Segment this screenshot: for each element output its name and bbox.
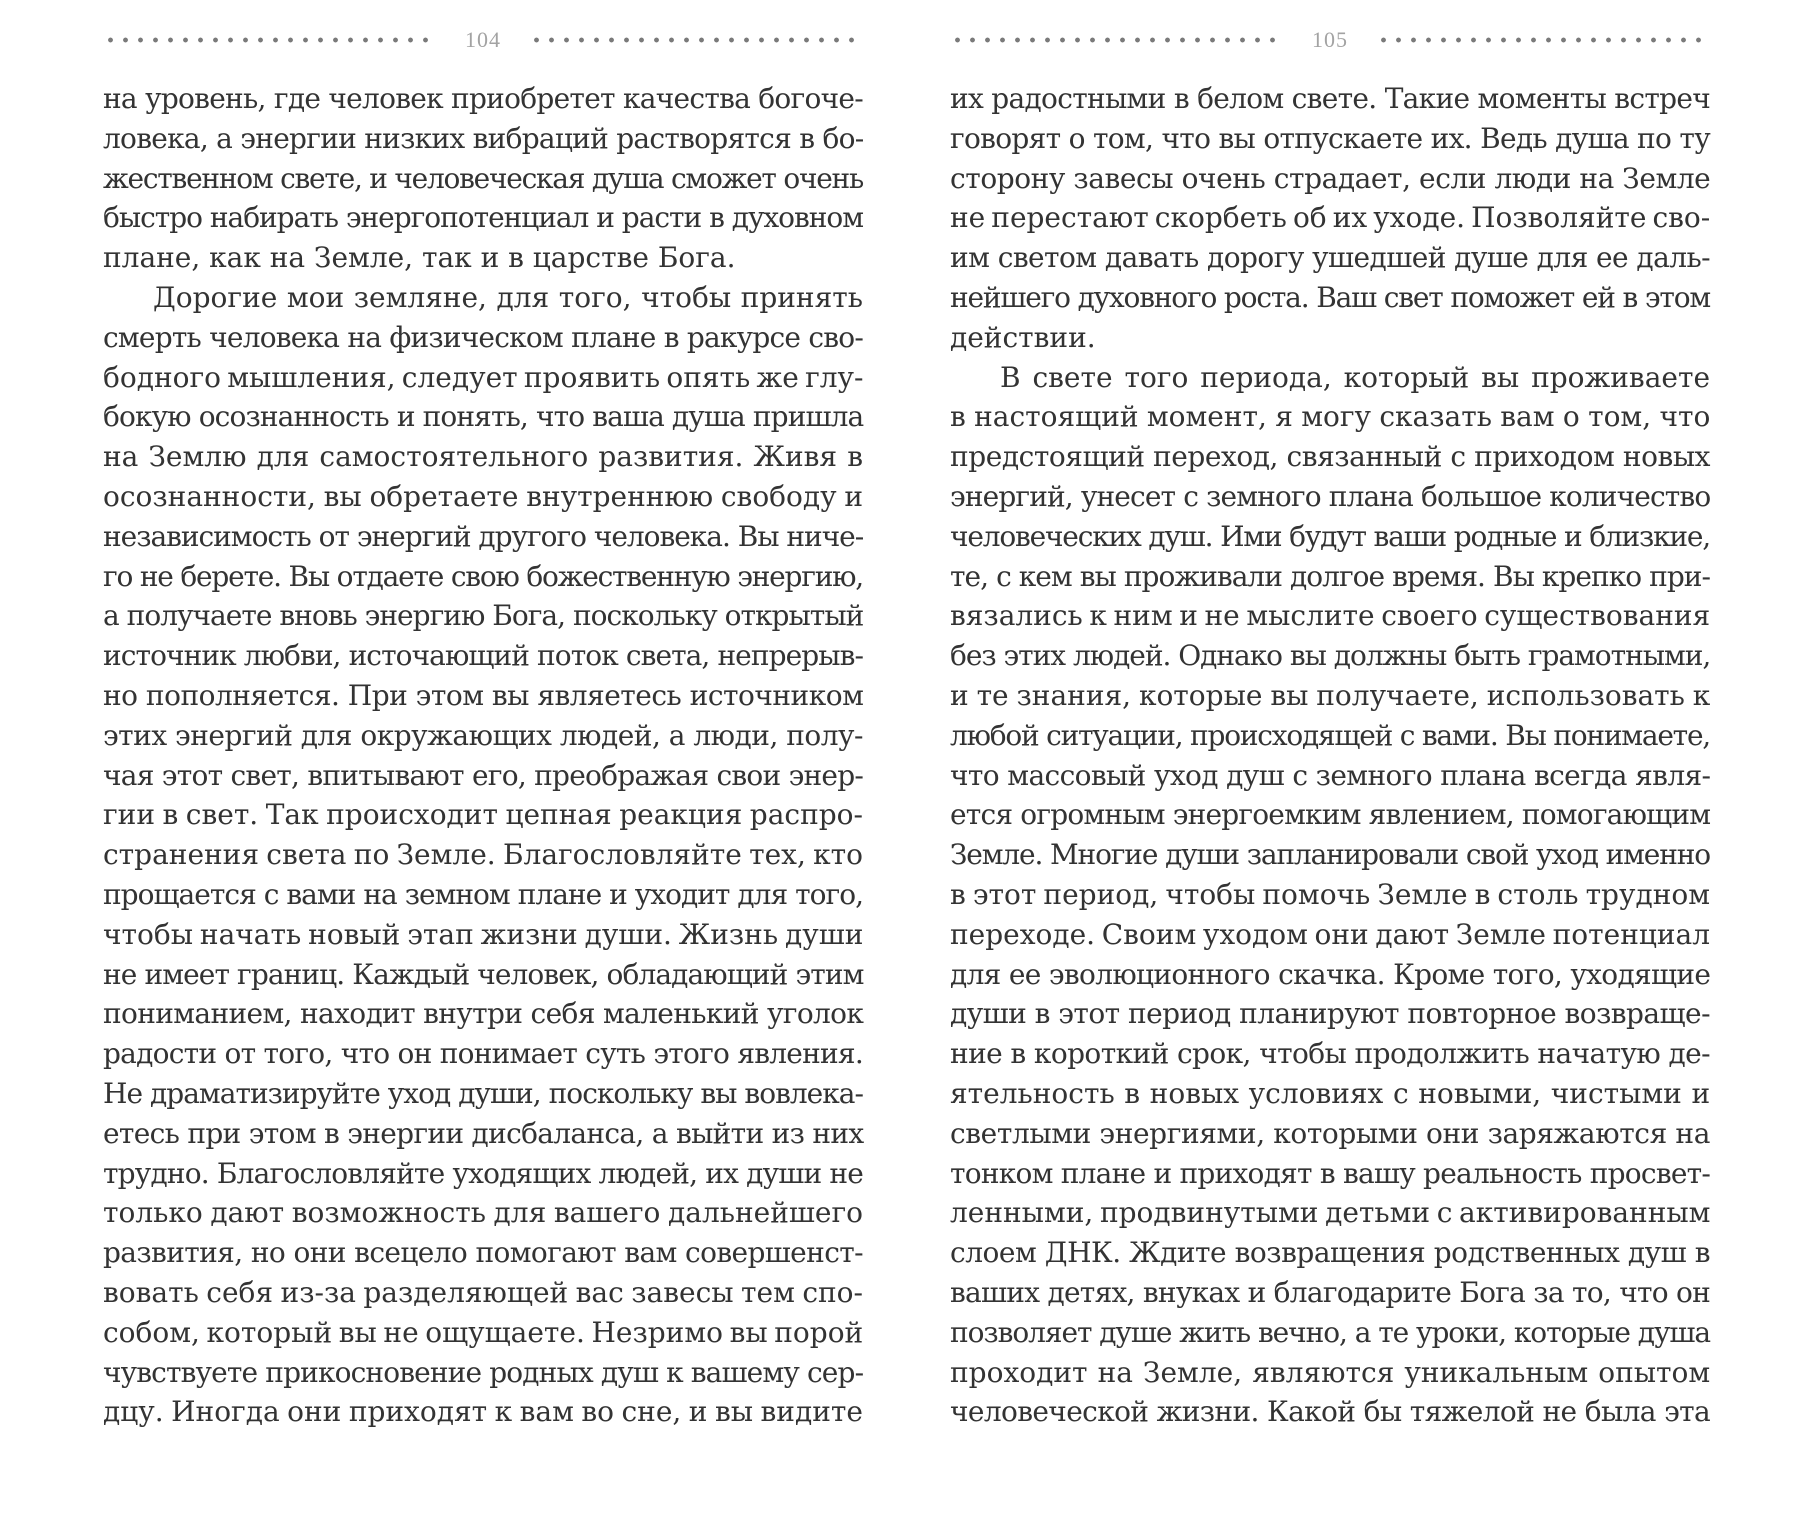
text-line: переходе. Своим уходом они дают Земле потенциал (950, 917, 1710, 951)
text-line: действии. (950, 320, 1096, 354)
header-dot-leader-left (103, 36, 437, 44)
header-dot-leader-left (950, 36, 1284, 44)
text-line: развития, но они всецело помогают вам совершенст- (103, 1236, 863, 1270)
text-line: но пополняется. При этом вы являетесь источником (103, 678, 864, 712)
text-line: предстоящий переход, связанный с приходом новых (950, 440, 1710, 474)
right-page-text (950, 79, 1710, 1432)
text-line: человеческих душ. Ими будут ваши родные и близкие, (950, 519, 1710, 553)
text-line: тонком плане и приходят в вашу реальность просвет- (950, 1156, 1711, 1190)
text-line: смерть человека на физическом плане в ракурсе сво- (103, 320, 863, 354)
text-line: Не драматизируйте уход души, поскольку вы вовлека- (103, 1076, 863, 1110)
text-line: энергий, унесет с земного плана большое количество (950, 479, 1711, 513)
right-page-number: 105 (1312, 27, 1348, 52)
text-line: в настоящий момент, я могу сказать вам о том, что (950, 400, 1711, 434)
text-line: бодного мышления, следует проявить опять же глу- (103, 360, 864, 394)
text-line: вовать себя из-за разделяющей вас завесы тем спо- (103, 1275, 863, 1309)
text-line: светлыми энергиями, которыми они заряжаются на (950, 1116, 1710, 1150)
text-line: етесь при этом в энергии дисбаланса, а выйти из них (103, 1116, 864, 1150)
text-line: дцу. Иногда они приходят к вам во сне, и вы видите (103, 1395, 863, 1429)
text-line: ятельность в новых условиях с новыми, чистыми и (950, 1076, 1711, 1110)
text-line: позволяет душе жить вечно, а те уроки, которые душа (950, 1315, 1710, 1349)
text-line: собом, который вы не ощущаете. Незримо вы порой (103, 1315, 864, 1349)
text-line: Дорогие мои земляне, для того, чтобы принять (153, 280, 863, 314)
paragraph (103, 79, 863, 278)
paragraph (950, 79, 1710, 358)
text-line: чтобы начать новый этап жизни души. Жизнь души (103, 917, 864, 951)
left-page-text (103, 79, 863, 1432)
text-line: В свете того периода, который вы проживаете (1000, 360, 1711, 394)
text-line: что массовый уход душ с земного плана всегда явля- (950, 758, 1711, 792)
text-line: прощается с вами на земном плане и уходит для того, (103, 877, 863, 911)
right-page (950, 0, 1710, 1528)
text-line: радости от того, что он понимает суть этого явления. (103, 1037, 863, 1071)
text-line: источник любви, источающий поток света, непрерыв- (103, 639, 863, 673)
header-dot-leader-right (529, 36, 863, 44)
text-line: слоем ДНК. Ждите возвращения родственных душ в (950, 1236, 1710, 1270)
text-line: го не берете. Вы отдаете свою божественную энергию, (103, 559, 863, 593)
text-line: чувствуете прикосновение родных душ к вашему сер- (103, 1355, 864, 1389)
text-line: гии в свет. Так происходит цепная реакция распро- (103, 798, 863, 832)
paragraph (950, 358, 1710, 1433)
text-line: проходит на Земле, являются уникальным опытом (950, 1355, 1711, 1389)
text-line: те, с кем вы проживали долгое время. Вы крепко при- (950, 559, 1710, 593)
text-line: осознанности, вы обретаете внутреннюю свободу и (103, 479, 863, 513)
text-line: ленными, продвинутыми детьми с активированным (950, 1196, 1711, 1230)
text-line: говорят о том, что вы отпускаете их. Ведь душа по ту (950, 121, 1710, 155)
right-page-header (950, 22, 1710, 58)
text-line: независимость от энергий другого человека. Вы ниче- (103, 519, 864, 553)
text-line: пониманием, находит внутри себя маленький уголок (103, 997, 864, 1031)
text-line: нейшего духовного роста. Ваш свет поможет ей в этом (950, 280, 1710, 314)
left-page (103, 0, 863, 1528)
text-line: ется огромным энергоемким явлением, помогающим (950, 798, 1711, 832)
text-line: любой ситуации, происходящей с вами. Вы понимаете, (950, 718, 1710, 752)
text-line: вязались к ним и не мыслите своего существования (950, 599, 1711, 633)
text-line: не имеет границ. Каждый человек, обладающий этим (103, 957, 864, 991)
text-line: плане, как на Земле, так и в царстве Бога. (103, 241, 736, 275)
text-line: быстро набирать энергопотенциал и расти в духовном (103, 201, 863, 235)
text-line: без этих людей. Однако вы должны быть грамотными, (950, 639, 1711, 673)
text-line: души в этот период планируют повторное возвраще- (950, 997, 1710, 1031)
text-line: ваших детях, внуках и благодарите Бога за то, что он (950, 1275, 1711, 1309)
text-line: их радостными в белом свете. Такие моменты встреч (950, 82, 1711, 115)
text-line: и те знания, которые вы получаете, использовать к (950, 678, 1711, 712)
left-page-header (103, 22, 863, 58)
text-line: странения света по Земле. Благословляйте тех, кто (103, 838, 863, 872)
header-dot-leader-right (1376, 36, 1710, 44)
text-line: только дают возможность для вашего дальнейшего (103, 1196, 863, 1230)
text-line: на уровень, где человек приобретет качества богоче- (103, 82, 863, 115)
text-line: им светом давать дорогу ушедшей душе для ее даль- (950, 241, 1711, 275)
paragraph (103, 278, 863, 1432)
text-line: сторону завесы очень страдает, если люди на Земле (950, 161, 1711, 195)
text-line: человеческой жизни. Какой бы тяжелой не была эта (950, 1395, 1711, 1429)
text-line: а получаете вновь энергию Бога, поскольку открытый (103, 599, 864, 633)
text-line: бокую осознанность и понять, что ваша душа пришла (103, 400, 864, 434)
text-line: не перестают скорбеть об их уходе. Позволяйте сво- (950, 201, 1711, 235)
text-line: этих энергий для окружающих людей, а люди, полу- (103, 718, 863, 752)
text-line: ловека, а энергии низких вибраций растворятся в бо- (103, 121, 864, 155)
text-line: чая этот свет, впитывают его, преображая свои энер- (103, 758, 864, 792)
text-line: жественном свете, и человеческая душа сможет очень (103, 161, 863, 195)
text-line: ние в короткий срок, чтобы продолжить начатую де- (950, 1037, 1710, 1071)
text-line: на Землю для самостоятельного развития. Живя в (103, 440, 863, 474)
text-line: трудно. Благословляйте уходящих людей, их души не (103, 1156, 863, 1190)
left-page-number: 104 (465, 27, 501, 52)
text-line: в этот период, чтобы помочь Земле в столь трудном (950, 877, 1710, 911)
text-line: для ее эволюционного скачка. Кроме того, уходящие (950, 957, 1711, 991)
text-line: Земле. Многие души запланировали свой уход именно (950, 838, 1710, 872)
